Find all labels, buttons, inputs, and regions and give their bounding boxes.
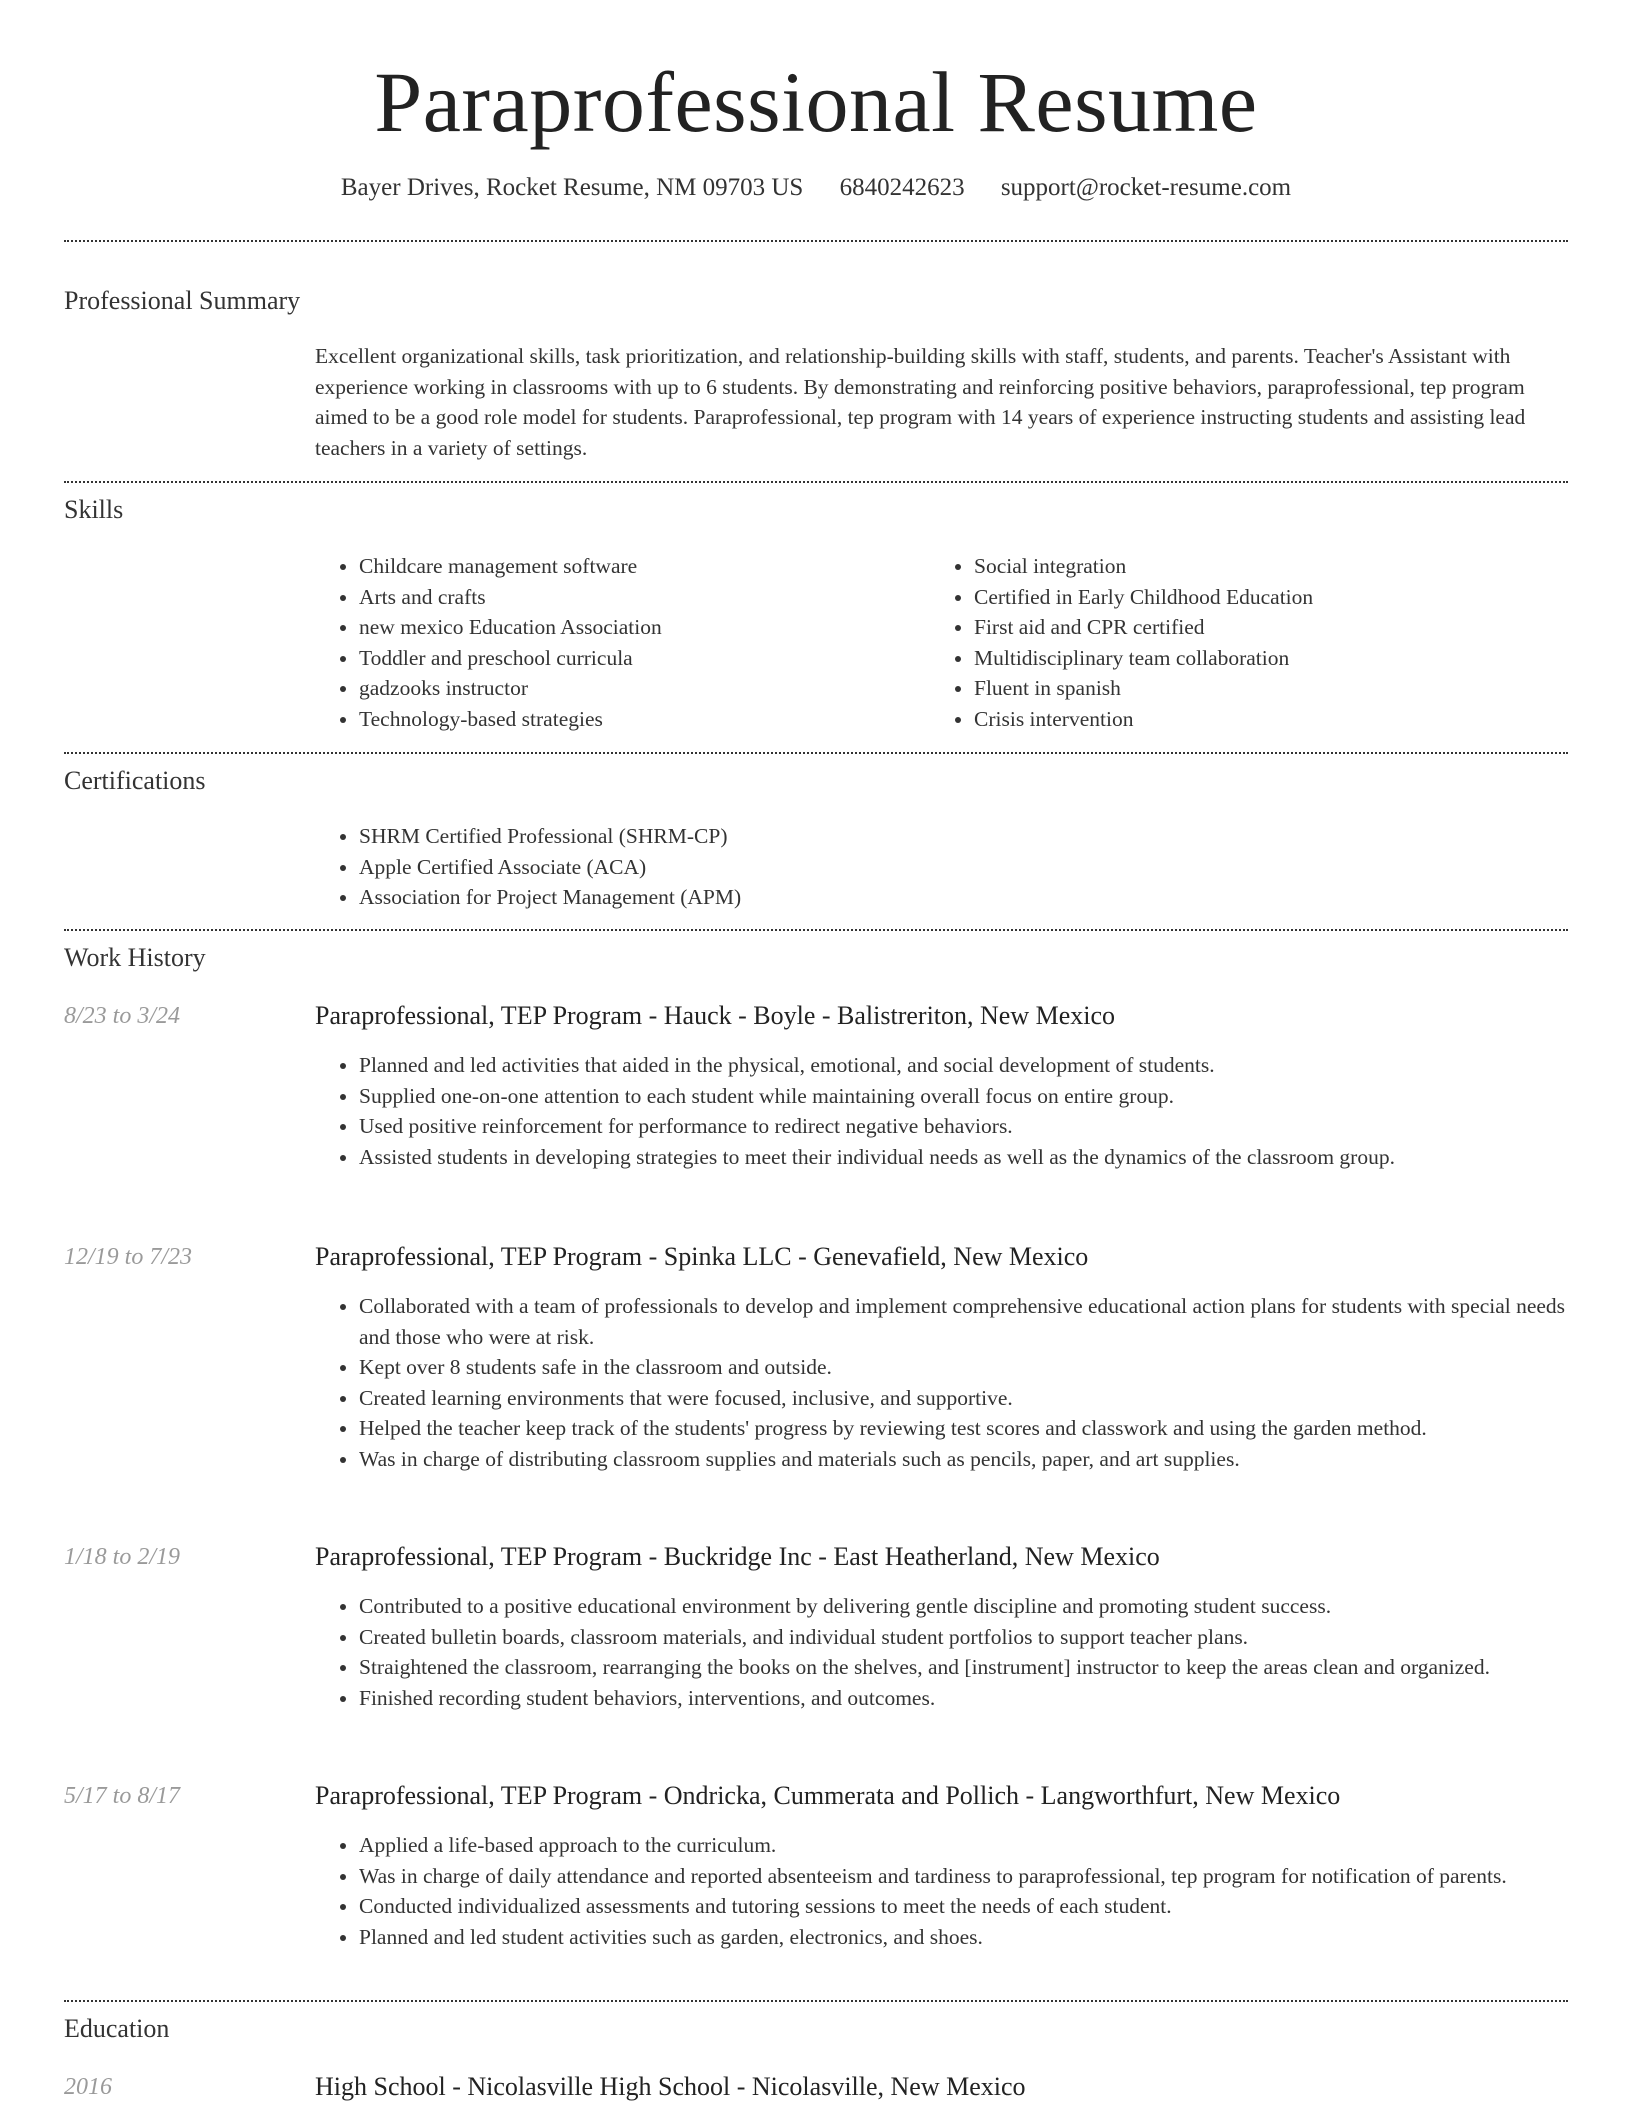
- job-bullets: [315, 1591, 1609, 1713]
- job-dates: 8/23 to 3/24: [64, 1003, 181, 1029]
- skill-item: • Fluent in spanish: [974, 673, 1594, 704]
- section-heading-skills: Skills: [64, 495, 124, 524]
- skill-item: • gadzooks instructor: [359, 673, 919, 704]
- skill-item: • Technology-based strategies: [359, 704, 919, 735]
- job-bullet: • Collaborated with a team of professionals to develop and implement comprehensive educational action plans for students with special needs and those who were at risk.: [359, 1291, 1584, 1352]
- job-bullet: • Helped the teacher keep track of the students' progress by reviewing test scores and classwork and using the garden method.: [359, 1413, 1584, 1444]
- job-title: Paraprofessional, TEP Program - Hauck - Boyle - Balistreriton, New Mexico: [315, 1001, 1116, 1030]
- contact-line: [0, 170, 1632, 206]
- certification-item: • Association for Project Management (APM): [359, 882, 1559, 913]
- job-title: Paraprofessional, TEP Program - Spinka LLC - Genevafield, New Mexico: [315, 1242, 1089, 1271]
- certification-item: • SHRM Certified Professional (SHRM-CP): [359, 821, 1559, 852]
- job-bullet: • Kept over 8 students safe in the classroom and outside.: [359, 1352, 1584, 1383]
- skills-list-right: [930, 551, 1594, 734]
- job-bullet: • Used positive reinforcement for performance to redirect negative behaviors.: [359, 1111, 1564, 1142]
- skill-item: • Childcare management software: [359, 551, 919, 582]
- job-bullet: • Contributed to a positive educational environment by delivering gentle discipline and promoting student success.: [359, 1591, 1609, 1622]
- summary-text: Excellent organizational skills, task prioritization, and relationship-building skills with staff, students, and parents. Teacher's Assistant with experience working in classrooms with up to 6 students. By demonstrating and reinforcing positive behaviors, paraprofessional, tep program aimed to be a good role model for students. Paraprofessional, tep program with 14 years of experience instructing students and assisting lead teachers in a variety of settings.: [315, 344, 1526, 460]
- job-dates: 5/17 to 8/17: [64, 1783, 181, 1809]
- job-bullet: • Created bulletin boards, classroom materials, and individual student portfolios to support teacher plans.: [359, 1622, 1609, 1653]
- certifications-list: [315, 821, 1559, 913]
- job-title: Paraprofessional, TEP Program - Buckridge Inc - East Heatherland, New Mexico: [315, 1542, 1160, 1571]
- job-bullets: [315, 1291, 1584, 1474]
- skill-item: • First aid and CPR certified: [974, 612, 1594, 643]
- skill-item: • Certified in Early Childhood Education: [974, 582, 1594, 613]
- divider: [64, 240, 1568, 242]
- job-bullet: • Conducted individualized assessments and tutoring sessions to meet the needs of each student.: [359, 1891, 1564, 1922]
- skills-list-left: [315, 551, 919, 734]
- job-dates: 1/18 to 2/19: [64, 1544, 181, 1570]
- skill-item: • Crisis intervention: [974, 704, 1594, 735]
- skill-item: • Arts and crafts: [359, 582, 919, 613]
- job-bullet: • Assisted students in developing strategies to meet their individual needs as well as the dynamics of the classroom group.: [359, 1142, 1564, 1173]
- job-dates: 12/19 to 7/23: [64, 1244, 193, 1270]
- job-bullets: [315, 1050, 1564, 1172]
- job-bullet: • Was in charge of distributing classroom supplies and materials such as pencils, paper, and art supplies.: [359, 1444, 1584, 1475]
- job-bullet: • Straightened the classroom, rearranging the books on the shelves, and [instrument] instructor to keep the areas clean and organized.: [359, 1652, 1609, 1683]
- job-bullet: • Planned and led student activities such as garden, electronics, and shoes.: [359, 1922, 1564, 1953]
- divider: [64, 2000, 1568, 2002]
- education-title: High School - Nicolasville High School - Nicolasville, New Mexico: [315, 2072, 1026, 2101]
- section-heading-certifications: Certifications: [64, 766, 206, 795]
- divider: [64, 752, 1568, 754]
- job-bullets: [315, 1830, 1564, 1952]
- section-heading-education: Education: [64, 2014, 170, 2043]
- divider: [64, 481, 1568, 483]
- job-bullet: • Was in charge of daily attendance and reported absenteeism and tardiness to paraprofessional, tep program for notification of parents.: [359, 1861, 1564, 1892]
- education-dates: 2016: [64, 2074, 112, 2100]
- contact-email: support@rocket-resume.com: [1000, 174, 1292, 201]
- job-bullet: • Supplied one-on-one attention to each student while maintaining overall focus on entire group.: [359, 1081, 1564, 1112]
- job-bullet: • Applied a life-based approach to the curriculum.: [359, 1830, 1564, 1861]
- contact-address: Bayer Drives, Rocket Resume, NM 09703 US: [340, 174, 804, 201]
- job-bullet: • Planned and led activities that aided in the physical, emotional, and social development of students.: [359, 1050, 1564, 1081]
- skill-item: • new mexico Education Association: [359, 612, 919, 643]
- job-title: Paraprofessional, TEP Program - Ondricka, Cummerata and Pollich - Langworthfurt, New Mexico: [315, 1781, 1341, 1810]
- contact-phone: 6840242623: [839, 174, 965, 201]
- certification-item: • Apple Certified Associate (ACA): [359, 852, 1559, 883]
- skill-item: • Multidisciplinary team collaboration: [974, 643, 1594, 674]
- page-title: Paraprofessional Resume: [374, 54, 1258, 150]
- section-heading-work-history: Work History: [64, 943, 206, 972]
- job-bullet: • Finished recording student behaviors, interventions, and outcomes.: [359, 1683, 1609, 1714]
- job-bullet: • Created learning environments that were focused, inclusive, and supportive.: [359, 1383, 1584, 1414]
- divider: [64, 929, 1568, 931]
- section-heading-summary: Professional Summary: [64, 286, 301, 315]
- skill-item: • Social integration: [974, 551, 1594, 582]
- skill-item: • Toddler and preschool curricula: [359, 643, 919, 674]
